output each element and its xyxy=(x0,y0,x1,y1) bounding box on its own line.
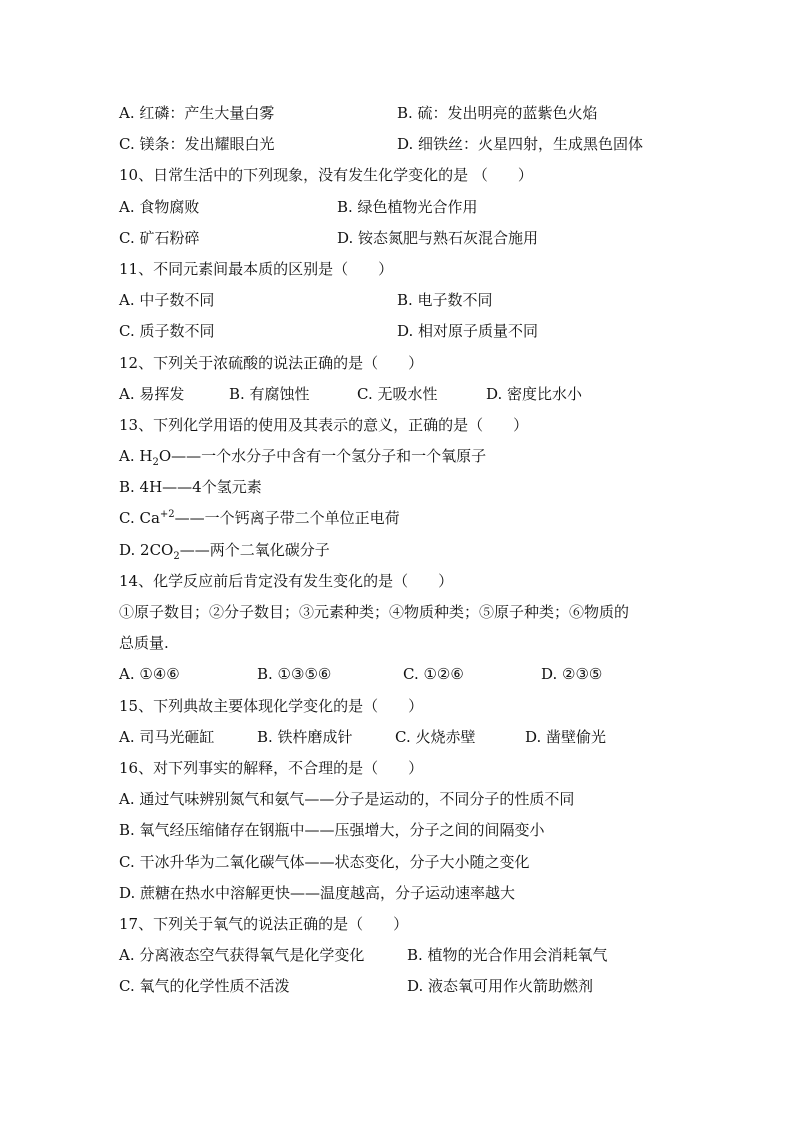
q15-option-d: D. 凿壁偷光 xyxy=(525,727,607,746)
q9-option-c: C. 镁条：发出耀眼白光 xyxy=(119,135,275,154)
q9-options-row-2 xyxy=(119,129,679,160)
q9-options-row-1 xyxy=(119,98,679,129)
q11-option-b: B. 电子数不同 xyxy=(397,291,493,310)
q9-option-a: A. 红磷：产生大量白雾 xyxy=(119,104,275,122)
q14-list-line-2: 总质量. xyxy=(119,634,169,653)
q11-stem: 11、不同元素间最本质的区别是（ ） xyxy=(119,259,394,278)
q12-option-a: A. 易挥发 xyxy=(119,384,185,403)
q12-stem: 12、下列关于浓硫酸的说法正确的是（ ） xyxy=(119,353,424,372)
q16-option-b: B. 氧气经压缩储存在钢瓶中——压强增大，分子之间的间隔变小 xyxy=(119,821,545,840)
q12-option-d: D. 密度比水小 xyxy=(486,384,583,403)
question-list xyxy=(119,98,679,1002)
q16-option-c: C. 干冰升华为二氧化碳气体——状态变化，分子大小随之变化 xyxy=(119,852,530,871)
q11-options-row-2 xyxy=(119,316,679,347)
q13-option-a-subscript: 2 xyxy=(152,457,159,469)
q10-option-d: D. 铵态氮肥与熟石灰混合施用 xyxy=(337,228,539,247)
q16-option-d: D. 蔗糖在热水中溶解更快——温度越高，分子运动速率越大 xyxy=(119,883,516,902)
q13-option-c-text: ——一个钙离子带二个单位正电荷 xyxy=(174,509,400,528)
q11-option-d: D. 相对原子质量不同 xyxy=(397,322,539,341)
q13-option-c-prefix: C. Ca xyxy=(119,509,160,528)
q14-list-line-1: ①原子数目；②分子数目；③元素种类；④物质种类；⑤原子种类；⑥物质的 xyxy=(119,603,630,621)
q9-option-b: B. 硫：发出明亮的蓝紫色火焰 xyxy=(397,104,598,122)
q13-option-a xyxy=(119,441,679,472)
q17-option-b: B. 植物的光合作用会消耗氧气 xyxy=(407,946,608,965)
q17-options-row-2 xyxy=(119,971,679,1002)
q13-option-d-text: ——两个二氧化碳分子 xyxy=(179,540,330,559)
q17-option-c: C. 氧气的化学性质不活泼 xyxy=(119,977,290,996)
q10-option-a: A. 食物腐败 xyxy=(119,197,200,216)
q12-options-row xyxy=(119,379,679,410)
q15-option-c: C. 火烧赤壁 xyxy=(395,727,476,746)
q10-options-row-1 xyxy=(119,192,679,223)
q13-option-d-subscript: 2 xyxy=(173,550,180,562)
q13-option-a-prefix: A. H xyxy=(119,447,153,466)
q14-option-d: D. ②③⑤ xyxy=(541,665,603,684)
q15-stem: 15、下列典故主要体现化学变化的是（ ） xyxy=(119,696,424,715)
q17-stem: 17、下列关于氧气的说法正确的是（ ） xyxy=(119,914,409,933)
q13-option-d-prefix: D. 2CO xyxy=(119,540,174,559)
q11-options-row-1 xyxy=(119,285,679,316)
q13-option-b: B. 4H——4个氢元素 xyxy=(119,478,262,497)
q14-option-a: A. ①④⑥ xyxy=(119,665,180,684)
q14-option-b: B. ①③⑤⑥ xyxy=(257,665,332,684)
q16-stem: 16、对下列事实的解释，不合理的是（ ） xyxy=(119,758,424,777)
q16-option-a: A. 通过气味辨别氮气和氨气——分子是运动的，不同分子的性质不同 xyxy=(119,790,575,809)
q15-options-row xyxy=(119,722,679,753)
q13-option-c-superscript: +2 xyxy=(159,509,175,521)
q13-option-d xyxy=(119,535,679,566)
q15-option-a: A. 司马光砸缸 xyxy=(119,727,215,746)
q17-options-row-1 xyxy=(119,940,679,971)
q9-option-d: D. 细铁丝：火星四射，生成黑色固体 xyxy=(397,135,644,154)
q14-option-c: C. ①②⑥ xyxy=(403,665,464,684)
q10-option-c: C. 矿石粉碎 xyxy=(119,228,200,247)
q15-option-b: B. 铁杵磨成针 xyxy=(257,727,353,746)
q11-option-c: C. 质子数不同 xyxy=(119,322,215,341)
q13-stem: 13、下列化学用语的使用及其表示的意义，正确的是（ ） xyxy=(119,415,529,434)
q12-option-b: B. 有腐蚀性 xyxy=(229,384,310,403)
q10-options-row-2 xyxy=(119,223,679,254)
q17-option-d: D. 液态氧可用作火箭助燃剂 xyxy=(407,977,594,996)
q13-option-c xyxy=(119,503,679,534)
q12-option-c: C. 无吸水性 xyxy=(357,384,438,403)
q14-options-row xyxy=(119,659,679,690)
q10-stem: 10、日常生活中的下列现象，没有发生化学变化的是 （ ） xyxy=(119,166,533,185)
q14-stem: 14、化学反应前后肯定没有发生变化的是（ ） xyxy=(119,571,454,590)
q10-option-b: B. 绿色植物光合作用 xyxy=(337,197,478,216)
q11-option-a: A. 中子数不同 xyxy=(119,291,215,310)
q17-option-a: A. 分离液态空气获得氧气是化学变化 xyxy=(119,946,365,965)
q13-option-a-text: O——一个水分子中含有一个氢分子和一个氧原子 xyxy=(158,447,487,466)
